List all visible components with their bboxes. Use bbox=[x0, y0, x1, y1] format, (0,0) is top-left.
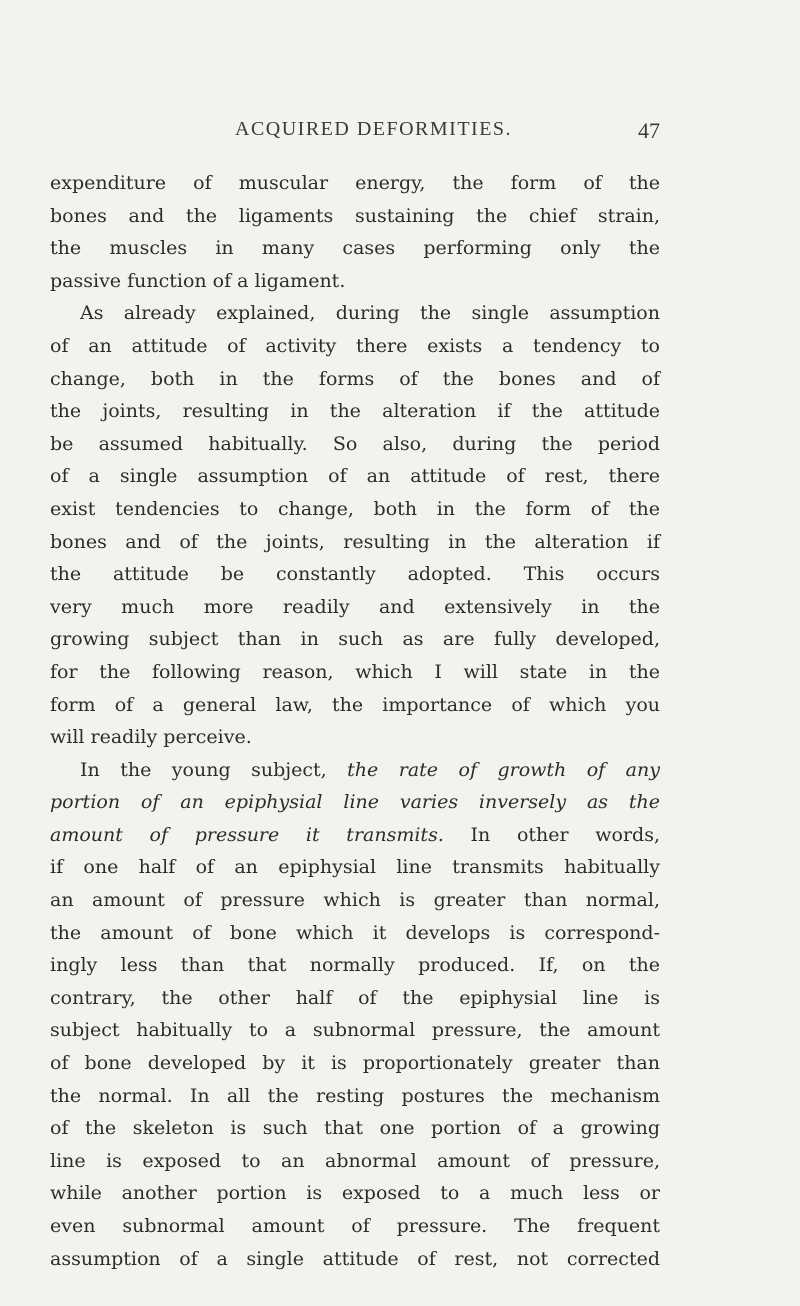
text-line: form of a general law, the importance of which you bbox=[50, 693, 660, 716]
paragraph-start-line: As already explained, during the single assumption bbox=[80, 302, 660, 325]
text-line: will readily perceive. bbox=[50, 726, 252, 749]
text-line: change, both in the forms of the bones and of bbox=[50, 367, 660, 390]
text-line: passive function of a ligament. bbox=[50, 269, 346, 292]
text-line: the normal. In all the resting postures the mechanism bbox=[50, 1084, 660, 1107]
text-line: be assumed habitually. So also, during the period bbox=[50, 432, 660, 455]
text-line: the amount of bone which it develops is correspond- bbox=[50, 921, 660, 944]
body-text bbox=[50, 167, 660, 1275]
text-line: while another portion is exposed to a much less or bbox=[50, 1182, 660, 1205]
page-number: 47 bbox=[638, 118, 660, 143]
text-line: the attitude be constantly adopted. This occurs bbox=[50, 563, 660, 586]
text-line: exist tendencies to change, both in the form of the bbox=[50, 497, 660, 520]
text-line: of a single assumption of an attitude of rest, there bbox=[50, 465, 660, 488]
italic-law-text-line: portion of an epiphysial line varies inversely as the bbox=[50, 791, 660, 814]
text-line bbox=[50, 819, 660, 852]
text-line: bones and of the joints, resulting in the alteration if bbox=[50, 530, 660, 553]
italic-law-text: amount of pressure it transmits. bbox=[50, 823, 444, 846]
text-line: growing subject than in such as are fully developed, bbox=[50, 628, 660, 651]
text-line: of bone developed by it is proportionately greater than bbox=[50, 1052, 660, 1075]
text-line: expenditure of muscular energy, the form of the bbox=[50, 172, 660, 194]
text-line: line is exposed to an abnormal amount of pressure, bbox=[50, 1149, 660, 1172]
text-line: ingly less than that normally produced. If, on the bbox=[50, 954, 660, 977]
text-line: for the following reason, which I will state in the bbox=[50, 660, 660, 683]
text-span: In the young subject, bbox=[80, 758, 348, 781]
text-line: very much more readily and extensively in the bbox=[50, 595, 660, 618]
text-line: subject habitually to a subnormal pressure, the amount bbox=[50, 1019, 660, 1042]
italic-law-text: the rate of growth of any bbox=[347, 758, 660, 781]
text-line: an amount of pressure which is greater than normal, bbox=[50, 889, 660, 912]
text-line: of an attitude of activity there exists a tendency to bbox=[50, 334, 660, 357]
text-line: bones and the ligaments sustaining the chief strain, bbox=[50, 204, 660, 227]
paragraph-start-line bbox=[50, 754, 660, 787]
text-line: contrary, the other half of the epiphysial line is bbox=[50, 986, 660, 1009]
text-line: the joints, resulting in the alteration if the attitude bbox=[50, 400, 660, 423]
text-line: assumption of a single attitude of rest, not corrected bbox=[50, 1247, 660, 1270]
text-span: In other words, bbox=[443, 823, 660, 846]
text-line: if one half of an epiphysial line transmits habitually bbox=[50, 856, 660, 879]
running-title: ACQUIRED DEFORMITIES. bbox=[235, 118, 513, 140]
text-line: even subnormal amount of pressure. The frequent bbox=[50, 1215, 660, 1237]
text-line: the muscles in many cases performing only the bbox=[50, 237, 660, 260]
running-head bbox=[50, 118, 660, 148]
text-line: of the skeleton is such that one portion of a growing bbox=[50, 1117, 660, 1140]
